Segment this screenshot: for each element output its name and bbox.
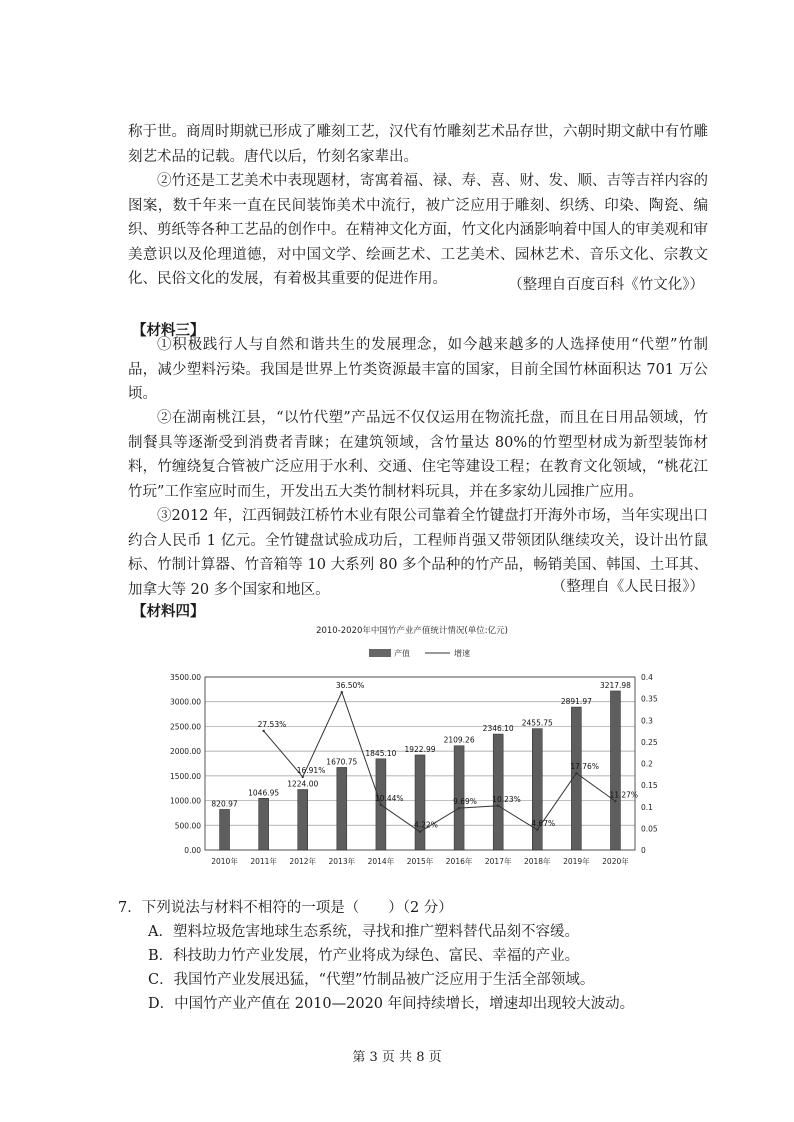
x-tick-label: 2016年 bbox=[445, 857, 473, 866]
growth-point bbox=[380, 804, 382, 806]
y-left-tick-label: 2500.00 bbox=[169, 722, 201, 732]
x-tick-label: 2019年 bbox=[563, 857, 590, 866]
legend-bar-swatch bbox=[369, 649, 391, 657]
bar bbox=[337, 767, 347, 850]
x-tick-label: 2017年 bbox=[484, 857, 512, 866]
growth-value-label: 4.22% bbox=[414, 820, 438, 830]
bar bbox=[532, 729, 542, 850]
y-right-tick-label: 0.3 bbox=[641, 716, 653, 726]
growth-point bbox=[614, 800, 616, 802]
bar-value-label: 820.97 bbox=[211, 799, 238, 809]
option-c[interactable]: C．我国竹产业发展迅猛，“代塑”竹制品被广泛应用于生活全部领域。 bbox=[148, 972, 595, 988]
material2-paragraph-2: ②竹还是工艺美术中表现题材，寄寓着福、禄、寿、喜、财、发、顺、吉等吉祥内容的图案，数千年来一直在民间装饰美术中流行，被广泛应用于雕刻、织绣、印染、陶瓷、编织、剪纸等各种工艺品的创作中。在精神文化方面，竹文化内涵影响着中国人的审美观和审美意识以及伦理道德，对中国文学、绘画艺术、工艺美术、园林艺术、音乐文化、宗教文化、民俗文化的发展，有着极其重要的促进作用。 bbox=[128, 173, 708, 287]
material4-heading: 【材料四】 bbox=[132, 603, 205, 620]
growth-point bbox=[302, 776, 304, 778]
y-right-tick-label: 0.15 bbox=[641, 781, 658, 791]
growth-point bbox=[497, 805, 499, 807]
growth-value-label: 10.44% bbox=[374, 793, 404, 803]
bar bbox=[298, 789, 308, 850]
growth-value-label: 10.23% bbox=[492, 794, 521, 804]
x-tick-label: 2013年 bbox=[328, 857, 356, 866]
growth-value-label: 17.76% bbox=[570, 762, 599, 772]
option-d[interactable]: D．中国竹产业产值在 2010—2020 年间持续增长，增速却出现较大波动。 bbox=[148, 996, 635, 1012]
material2-source: （整理自百度百科《竹文化》） bbox=[508, 277, 704, 293]
y-left-tick-label: 500.00 bbox=[174, 821, 201, 831]
chart-title: 2010-2020年中国竹产业产值统计情况(单位:亿元) bbox=[316, 626, 508, 636]
bar-value-label: 1922.99 bbox=[404, 744, 436, 754]
growth-point bbox=[419, 831, 421, 833]
bar-value-label: 2455.75 bbox=[521, 718, 553, 728]
bar-value-label: 2891.97 bbox=[560, 697, 592, 707]
material3-paragraph-3: ③2012 年，江西铜鼓江桥竹木业有限公司靠着全竹键盘打开海外市场，当年实现出口约合人民币 1 亿元。全竹键盘试验成功后，工程师肖强又带领团队继续攻关，设计出竹鼠标、竹制计算器、竹音箱等 10 大系列 80 多个品种的竹产品，畅销美国、韩国、土耳其、加拿大等 20 多个国家和地区。 bbox=[128, 508, 708, 598]
bar bbox=[220, 809, 230, 850]
bar bbox=[610, 691, 620, 850]
legend-bar-label: 产值 bbox=[394, 649, 410, 658]
material3-paragraph-1: ①积极践行人与自然和谐共生的发展理念，如今越来越多的人选择使用“代塑”竹制品，减少塑料污染。我国是世界上竹类资源最丰富的国家，目前全国竹林面积达 701 万公顷。 bbox=[128, 337, 708, 402]
y-right-tick-label: 0 bbox=[641, 846, 646, 855]
x-tick-label: 2011年 bbox=[250, 857, 277, 866]
bar-value-label: 2346.10 bbox=[482, 724, 514, 734]
material3-heading: 【材料三】 bbox=[132, 322, 205, 339]
bar-value-label: 1224.00 bbox=[287, 779, 319, 789]
growth-value-label: 36.50% bbox=[335, 681, 365, 691]
growth-point bbox=[262, 730, 264, 732]
growth-value-label: 4.67% bbox=[531, 818, 556, 828]
chart-legend bbox=[369, 648, 470, 658]
bar bbox=[415, 755, 425, 850]
growth-point bbox=[536, 829, 538, 831]
growth-point bbox=[458, 807, 460, 809]
option-a[interactable]: A．塑料垃圾危害地球生态系统，寻找和推广塑料替代品刻不容缓。 bbox=[148, 924, 579, 940]
question-7-stem: 7．下列说法与材料不相符的一项是（ ）（2 分） bbox=[118, 900, 453, 916]
option-b[interactable]: B．科技助力竹产业发展，竹产业将成为绿色、富民、幸福的产业。 bbox=[148, 948, 580, 964]
bar-value-label: 1845.10 bbox=[365, 748, 397, 758]
y-left-tick-label: 3000.00 bbox=[169, 697, 201, 707]
chart-plot-area bbox=[170, 673, 658, 866]
bar-value-label: 1670.75 bbox=[326, 757, 358, 767]
growth-value-label: 11.27% bbox=[609, 790, 639, 800]
x-tick-label: 2015年 bbox=[406, 857, 434, 866]
x-tick-label: 2010年 bbox=[211, 857, 238, 866]
bar bbox=[259, 798, 269, 850]
bamboo-industry-chart bbox=[150, 615, 675, 900]
y-left-tick-label: 2000.00 bbox=[169, 747, 201, 757]
y-right-tick-label: 0.1 bbox=[641, 802, 653, 812]
material2-continuation: 称于世。商周时期就已形成了雕刻工艺，汉代有竹雕刻艺术品存世，六朝时期文献中有竹雕刻艺术品的记载。唐代以后，竹刻名家辈出。 bbox=[128, 124, 708, 165]
x-tick-label: 2020年 bbox=[602, 857, 629, 866]
y-right-tick-label: 0.2 bbox=[641, 759, 653, 769]
y-right-tick-label: 0.35 bbox=[641, 694, 658, 704]
bar-value-label: 1046.95 bbox=[248, 788, 280, 798]
growth-line bbox=[264, 692, 616, 832]
y-right-tick-label: 0.05 bbox=[641, 824, 658, 834]
material3-paragraph-2: ②在湖南桃江县，“以竹代塑”产品远不仅仅运用在物流托盘，而且在日用品领域，竹制餐具等逐渐受到消费者青睐；在建筑领域，含竹量达 80%的竹塑型材成为新型装饰材料，竹缠绕复合管被广泛应用于水利、交通、住宅等建设工程；在教育文化领域，“桃花江竹玩”工作室应时而生，开发出五大类竹制材料玩具，并在多家幼儿园推广应用。 bbox=[128, 410, 708, 500]
y-right-tick-label: 0.4 bbox=[641, 673, 653, 682]
growth-value-label: 9.69% bbox=[453, 797, 477, 807]
growth-value-label: 27.53% bbox=[257, 719, 287, 729]
bar-value-label: 3217.98 bbox=[599, 680, 631, 690]
bar-value-label: 2109.26 bbox=[443, 735, 475, 745]
legend-line-label: 增速 bbox=[454, 649, 470, 658]
y-left-tick-label: 1000.00 bbox=[169, 796, 201, 806]
y-left-tick-label: 3500.00 bbox=[169, 673, 201, 682]
page-footer: 第 3 页 共 8 页 bbox=[352, 1050, 442, 1065]
x-tick-label: 2012年 bbox=[289, 857, 317, 866]
y-left-tick-label: 1500.00 bbox=[169, 771, 201, 781]
x-tick-label: 2018年 bbox=[523, 857, 551, 866]
growth-point bbox=[341, 691, 343, 693]
bar bbox=[493, 734, 503, 850]
y-left-tick-label: 0.00 bbox=[184, 846, 201, 855]
growth-value-label: 16.91% bbox=[296, 765, 326, 775]
x-tick-label: 2014年 bbox=[367, 857, 395, 866]
y-right-tick-label: 0.25 bbox=[641, 737, 658, 747]
growth-point bbox=[575, 772, 577, 774]
material3-source: （整理自《人民日报》） bbox=[551, 579, 704, 595]
